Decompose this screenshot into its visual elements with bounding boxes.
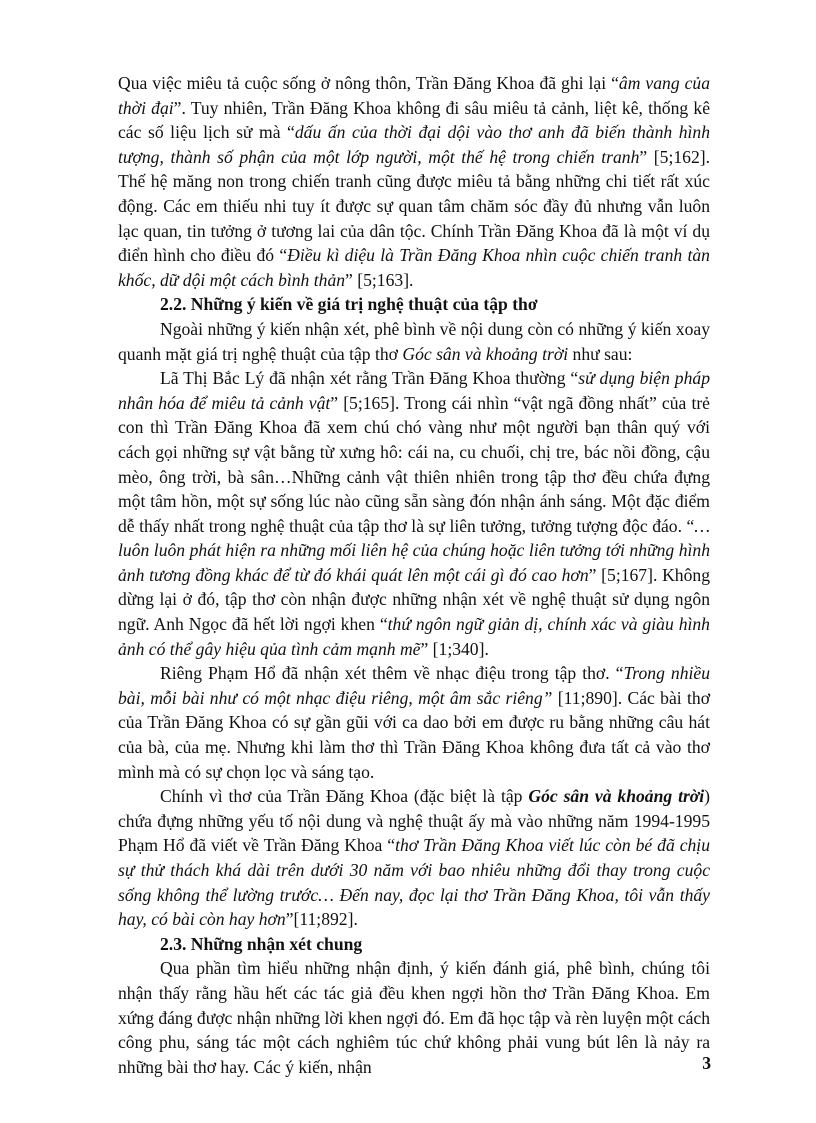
paragraph: Qua phần tìm hiểu những nhận định, ý kiến đánh giá, phê bình, chúng tôi nhận thấy rằng hầu hết các tác giả đều khen ngợi hồn thơ Trần Đăng Khoa. Em xứng đáng được nhận những lời khen ngợi đó. Em đã học tập và rèn luyện một cách công phu, sáng tác một cách nghiêm túc chứ không phải vung bút lên là nảy ra những bài thơ hay. Các ý kiến, nhận xyxy=(118,958,711,1077)
paragraph xyxy=(118,366,710,661)
paragraph-text: Lã Thị Bắc Lý đã nhận xét rằng Trần Đăng Khoa thường “ xyxy=(160,368,579,389)
paragraph xyxy=(118,317,710,366)
section-heading-2-3: 2.3. Những nhận xét chung xyxy=(160,933,363,954)
book-title: Góc sân và khoảng trời xyxy=(528,786,705,807)
paragraph xyxy=(118,661,710,784)
page-body xyxy=(118,71,710,1079)
quote-text: Trong nhiều bài, mỗi bài như có một nhạc điệu riêng, một âm sắc riêng” xyxy=(118,663,710,708)
paragraph-text: ” [5;162]. Thế hệ măng non trong chiến tranh cũng được miêu tả bằng những chi tiết rất xúc động. Các em thiếu nhi tuy ít được sự quan tâm chăm sóc đầy đủ nhưng vẫn luôn lạc quan, tin tưởng ở tương lai của dân tộc. Chính Trần Đăng Khoa đã là một ví dụ điển hình cho điều đó “ xyxy=(118,146,710,266)
quote-text: sử dụng biện pháp nhân hóa để miêu tả cảnh vật xyxy=(118,368,710,413)
book-title: Góc sân và khoảng trời xyxy=(402,343,569,364)
quote-text: …luôn luôn phát hiện ra những mối liên hệ của chúng hoặc liên tưởng tới những hình ảnh tương đồng khác để từ đó khái quát lên một cái gì đó cao hơn xyxy=(118,515,710,585)
paragraph xyxy=(118,71,710,292)
paragraph-text: Qua việc miêu tả cuộc sống ở nông thôn, Trần Đăng Khoa đã ghi lại “ xyxy=(118,73,619,93)
paragraph-text: ” [5;165]. Trong cái nhìn “vật ngã đồng nhất” của trẻ con thì Trần Đăng Khoa đã xem chú chó vàng như một người bạn thân quý với cách gọi những sự vật bằng từ xưng hô: cái na, cu chuối, chị tre, bác nồi đồng, cậu mèo, ông trời, bà sân…Những cảnh vật thiên nhiên trong tập thơ đều chứa đựng một tâm hồn, một sự sống lúc nào cũng sẵn sàng đón nhận ánh sáng. Một đặc điểm dễ thấy nhất trong nghệ thuật của tập thơ là sự liên tưởng, tưởng tượng độc đáo. “ xyxy=(118,392,710,536)
page-number: 3 xyxy=(702,1053,711,1073)
paragraph xyxy=(118,784,710,932)
paragraph-text: ” [5;167]. Không dừng lại ở đó, tập thơ còn nhận được những nhận xét về nghệ thuật sử dụng ngôn ngữ. Anh Ngọc đã hết lời ngợi khen “ xyxy=(118,564,710,635)
paragraph-text: [11;890]. Các bài thơ của Trần Đăng Khoa có sự gần gũi với ca dao bởi em được ru bằng những câu hát của bà, của mẹ. Nhưng khi làm thơ thì Trần Đăng Khoa không đưa tất cả vào thơ mình mà có sự chọn lọc và sáng tạo. xyxy=(118,687,711,782)
paragraph-text: ” [1;340]. xyxy=(420,638,489,659)
paragraph-text: ”[11;892]. xyxy=(285,909,358,930)
quote-text: dấu ấn của thời đại dội vào thơ anh đã biến thành hình tượng, thành số phận của một lớp người, một thế hệ trong chiến tranh xyxy=(118,122,710,167)
section-heading-2-2: 2.2. Những ý kiến về giá trị nghệ thuật của tập thơ xyxy=(160,294,538,315)
paragraph-text: như sau: xyxy=(568,343,633,364)
quote-text: thơ Trần Đăng Khoa viết lúc còn bé đã chịu sự thử thách khá dài trên dưới 30 năm với bao nhiêu những đổi thay trong cuộc sống không thể lường trước… Đến nay, đọc lại thơ Trần Đăng Khoa, tôi vẫn thấy hay, có bài còn hay hơn xyxy=(118,835,710,930)
paragraph-text: Chính vì thơ của Trần Đăng Khoa (đặc biệt là tập xyxy=(160,786,529,807)
paragraph-text: ”. Tuy nhiên, Trần Đăng Khoa không đi sâu miêu tả cảnh, liệt kê, thống kê các số liệu lịch sử mà “ xyxy=(118,97,711,143)
quote-text: âm vang của thời đại xyxy=(118,73,711,118)
quote-text: thứ ngôn ngữ giản dị, chính xác và giàu hình ảnh có thể gây hiệu qủa tình cảm mạnh mẽ xyxy=(118,614,710,659)
paragraph-text: ” [5;163]. xyxy=(345,269,414,290)
paragraph-text: Ngoài những ý kiến nhận xét, phê bình về nội dung còn có những ý kiến xoay quanh mặt giá trị nghệ thuật của tập thơ xyxy=(118,318,710,364)
paragraph-text: ) chứa đựng những yếu tố nội dung và nghệ thuật ấy mà vào những năm 1994-1995 Phạm Hổ đã viết về Trần Đăng Khoa “ xyxy=(118,786,710,856)
quote-text: Điều kì diệu là Trần Đăng Khoa nhìn cuộc chiến tranh tàn khốc, dữ dội một cách bình thản xyxy=(118,245,710,290)
paragraph-text: Riêng Phạm Hổ đã nhận xét thêm về nhạc điệu trong tập thơ. “ xyxy=(160,663,624,684)
